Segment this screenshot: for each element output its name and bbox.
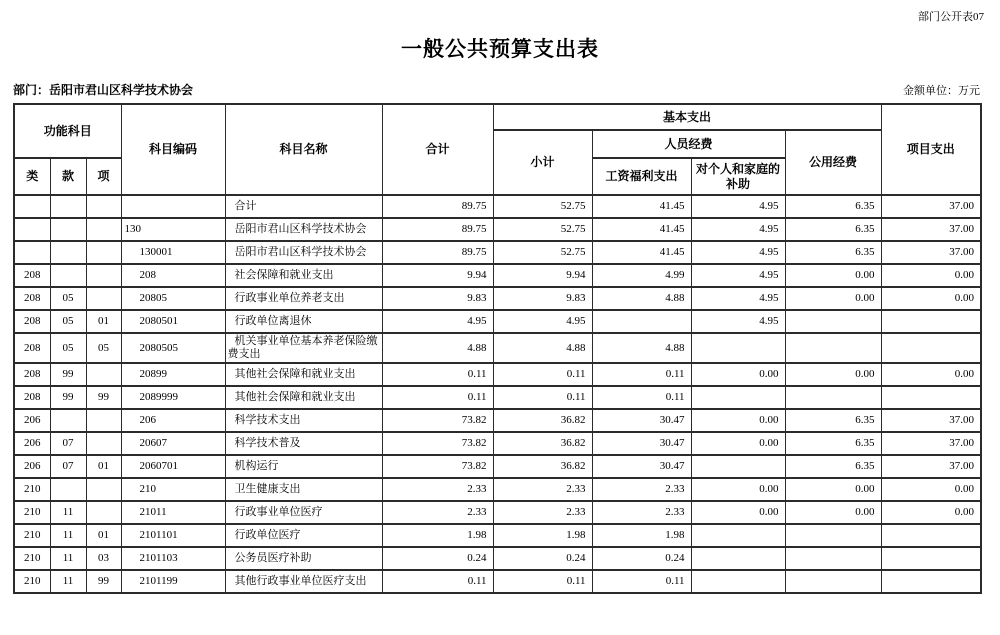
- cell-subtotal: 2.33: [493, 501, 592, 524]
- cell-family-subsidy: 4.95: [691, 241, 785, 264]
- cell-subtotal: 52.75: [493, 218, 592, 241]
- cell-total: 0.11: [382, 570, 493, 593]
- header-section: 款: [50, 158, 86, 195]
- table-row: [14, 432, 981, 455]
- cell-item: [86, 195, 121, 218]
- cell-public-funds: [785, 524, 881, 547]
- cell-subject-name: 机关事业单位基本养老保险缴费支出: [225, 333, 382, 363]
- cell-total: 0.11: [382, 363, 493, 386]
- cell-project-expenditure: 0.00: [881, 363, 981, 386]
- header-basic-expenditure: 基本支出: [493, 104, 881, 130]
- cell-wages-welfare: 2.33: [592, 501, 691, 524]
- cell-family-subsidy: 0.00: [691, 432, 785, 455]
- cell-item: 99: [86, 570, 121, 593]
- cell-subtotal: 9.83: [493, 287, 592, 310]
- cell-subtotal: 0.11: [493, 570, 592, 593]
- cell-family-subsidy: [691, 386, 785, 409]
- cell-subject-name: 其他社会保障和就业支出: [225, 386, 382, 409]
- cell-section: 05: [50, 310, 86, 333]
- cell-class: 210: [14, 501, 50, 524]
- page-title: 一般公共预算支出表: [401, 37, 599, 61]
- cell-subtotal: 1.98: [493, 524, 592, 547]
- cell-class: [14, 195, 50, 218]
- cell-subtotal: 0.11: [493, 386, 592, 409]
- table-header: [14, 104, 981, 195]
- cell-public-funds: [785, 547, 881, 570]
- cell-class: 208: [14, 310, 50, 333]
- table-row: [14, 455, 981, 478]
- cell-subject-name: 科学技术支出: [225, 409, 382, 432]
- cell-project-expenditure: [881, 333, 981, 363]
- cell-total: 4.95: [382, 310, 493, 333]
- cell-item: [86, 287, 121, 310]
- cell-subject-name: 合计: [225, 195, 382, 218]
- cell-project-expenditure: [881, 386, 981, 409]
- cell-total: 9.83: [382, 287, 493, 310]
- header-subject-name: 科目名称: [225, 104, 382, 195]
- cell-subject-code: 210: [121, 478, 225, 501]
- cell-subject-name: 其他社会保障和就业支出: [225, 363, 382, 386]
- cell-wages-welfare: 0.24: [592, 547, 691, 570]
- cell-section: [50, 218, 86, 241]
- cell-family-subsidy: [691, 524, 785, 547]
- cell-subject-name: 行政单位离退休: [225, 310, 382, 333]
- cell-section: [50, 478, 86, 501]
- cell-family-subsidy: 0.00: [691, 478, 785, 501]
- cell-item: [86, 241, 121, 264]
- cell-family-subsidy: 4.95: [691, 218, 785, 241]
- doc-code-label: 部门公开表07: [918, 11, 984, 23]
- cell-section: 99: [50, 386, 86, 409]
- cell-public-funds: 0.00: [785, 363, 881, 386]
- cell-section: 05: [50, 287, 86, 310]
- cell-section: 11: [50, 524, 86, 547]
- cell-item: [86, 501, 121, 524]
- cell-total: 9.94: [382, 264, 493, 287]
- table-row: [14, 241, 981, 264]
- cell-total: 0.11: [382, 386, 493, 409]
- cell-project-expenditure: [881, 310, 981, 333]
- cell-total: 2.33: [382, 478, 493, 501]
- department-label: 部门：岳阳市君山区科学技术协会: [13, 83, 194, 97]
- unit-label: 金额单位：万元: [903, 85, 980, 97]
- cell-item: 03: [86, 547, 121, 570]
- cell-subject-name: 行政单位医疗: [225, 524, 382, 547]
- table-row: [14, 287, 981, 310]
- table-row: [14, 218, 981, 241]
- cell-section: 11: [50, 570, 86, 593]
- cell-item: 01: [86, 310, 121, 333]
- cell-project-expenditure: 37.00: [881, 241, 981, 264]
- cell-subject-name: 岳阳市君山区科学技术协会: [225, 218, 382, 241]
- table-row: [14, 570, 981, 593]
- cell-item: [86, 432, 121, 455]
- cell-public-funds: 0.00: [785, 264, 881, 287]
- cell-section: 11: [50, 547, 86, 570]
- cell-wages-welfare: 30.47: [592, 409, 691, 432]
- cell-wages-welfare: 4.99: [592, 264, 691, 287]
- cell-subject-code: 20607: [121, 432, 225, 455]
- cell-wages-welfare: 4.88: [592, 333, 691, 363]
- header-class: 类: [14, 158, 50, 195]
- cell-wages-welfare: 0.11: [592, 386, 691, 409]
- cell-subject-code: 208: [121, 264, 225, 287]
- cell-item: [86, 478, 121, 501]
- cell-section: 99: [50, 363, 86, 386]
- header-project-expenditure: 项目支出: [881, 104, 981, 195]
- table-row: [14, 310, 981, 333]
- cell-public-funds: [785, 570, 881, 593]
- cell-subject-code: 130001: [121, 241, 225, 264]
- cell-public-funds: 6.35: [785, 409, 881, 432]
- cell-family-subsidy: 4.95: [691, 195, 785, 218]
- cell-item: [86, 218, 121, 241]
- header-item: 项: [86, 158, 121, 195]
- cell-wages-welfare: 41.45: [592, 218, 691, 241]
- cell-wages-welfare: 41.45: [592, 241, 691, 264]
- cell-project-expenditure: [881, 524, 981, 547]
- cell-subject-code: 2089999: [121, 386, 225, 409]
- cell-subtotal: 2.33: [493, 478, 592, 501]
- table-row: [14, 478, 981, 501]
- cell-subject-code: 2101101: [121, 524, 225, 547]
- cell-total: 89.75: [382, 195, 493, 218]
- cell-class: [14, 241, 50, 264]
- header-functional-subject: 功能科目: [14, 104, 121, 158]
- table-row: [14, 195, 981, 218]
- cell-subject-name: 卫生健康支出: [225, 478, 382, 501]
- cell-section: 05: [50, 333, 86, 363]
- cell-class: 210: [14, 547, 50, 570]
- cell-item: 01: [86, 524, 121, 547]
- cell-public-funds: 6.35: [785, 432, 881, 455]
- table-row: [14, 333, 981, 363]
- cell-family-subsidy: 0.00: [691, 501, 785, 524]
- cell-subject-code: 20805: [121, 287, 225, 310]
- cell-project-expenditure: 37.00: [881, 218, 981, 241]
- cell-subject-name: 岳阳市君山区科学技术协会: [225, 241, 382, 264]
- cell-wages-welfare: 41.45: [592, 195, 691, 218]
- cell-project-expenditure: 37.00: [881, 455, 981, 478]
- cell-class: 206: [14, 432, 50, 455]
- cell-project-expenditure: 0.00: [881, 264, 981, 287]
- cell-class: 208: [14, 287, 50, 310]
- cell-public-funds: 6.35: [785, 195, 881, 218]
- cell-wages-welfare: [592, 310, 691, 333]
- cell-class: 206: [14, 409, 50, 432]
- cell-subtotal: 36.82: [493, 409, 592, 432]
- cell-subject-code: 2101103: [121, 547, 225, 570]
- cell-item: 05: [86, 333, 121, 363]
- cell-subtotal: 36.82: [493, 432, 592, 455]
- cell-total: 73.82: [382, 455, 493, 478]
- cell-item: 99: [86, 386, 121, 409]
- cell-subtotal: 9.94: [493, 264, 592, 287]
- cell-project-expenditure: [881, 547, 981, 570]
- cell-subtotal: 0.24: [493, 547, 592, 570]
- cell-project-expenditure: 37.00: [881, 195, 981, 218]
- cell-public-funds: 0.00: [785, 478, 881, 501]
- cell-subtotal: 52.75: [493, 195, 592, 218]
- cell-subtotal: 52.75: [493, 241, 592, 264]
- cell-family-subsidy: 0.00: [691, 363, 785, 386]
- cell-project-expenditure: [881, 570, 981, 593]
- cell-subtotal: 4.88: [493, 333, 592, 363]
- cell-subject-name: 行政事业单位养老支出: [225, 287, 382, 310]
- cell-wages-welfare: 0.11: [592, 570, 691, 593]
- cell-wages-welfare: 30.47: [592, 432, 691, 455]
- header-personnel-funds: 人员经费: [592, 130, 785, 158]
- cell-subject-code: 21011: [121, 501, 225, 524]
- cell-total: 73.82: [382, 432, 493, 455]
- cell-subject-code: [121, 195, 225, 218]
- cell-class: 210: [14, 478, 50, 501]
- cell-class: 208: [14, 386, 50, 409]
- cell-section: [50, 264, 86, 287]
- cell-section: 07: [50, 432, 86, 455]
- cell-subject-name: 社会保障和就业支出: [225, 264, 382, 287]
- cell-public-funds: 6.35: [785, 218, 881, 241]
- cell-project-expenditure: 37.00: [881, 432, 981, 455]
- header-public-funds: 公用经费: [785, 130, 881, 195]
- meta-row: [13, 81, 980, 98]
- header-family-subsidy: 对个人和家庭的补助: [691, 158, 785, 195]
- cell-total: 2.33: [382, 501, 493, 524]
- header-total: 合计: [382, 104, 493, 195]
- cell-public-funds: [785, 333, 881, 363]
- cell-family-subsidy: 0.00: [691, 409, 785, 432]
- table-row: [14, 386, 981, 409]
- cell-subject-name: 科学技术普及: [225, 432, 382, 455]
- table-row: [14, 547, 981, 570]
- table-row: [14, 524, 981, 547]
- cell-item: [86, 363, 121, 386]
- cell-class: 208: [14, 264, 50, 287]
- cell-subject-code: 2101199: [121, 570, 225, 593]
- cell-subject-name: 其他行政事业单位医疗支出: [225, 570, 382, 593]
- cell-class: 210: [14, 524, 50, 547]
- cell-family-subsidy: 4.95: [691, 264, 785, 287]
- cell-wages-welfare: 30.47: [592, 455, 691, 478]
- table-row: [14, 409, 981, 432]
- cell-class: [14, 218, 50, 241]
- cell-family-subsidy: [691, 455, 785, 478]
- cell-wages-welfare: 4.88: [592, 287, 691, 310]
- cell-class: 210: [14, 570, 50, 593]
- table-body: [14, 195, 981, 593]
- cell-total: 1.98: [382, 524, 493, 547]
- cell-subject-code: 130: [121, 218, 225, 241]
- cell-wages-welfare: 1.98: [592, 524, 691, 547]
- cell-item: [86, 409, 121, 432]
- cell-subject-code: 20899: [121, 363, 225, 386]
- cell-family-subsidy: [691, 333, 785, 363]
- cell-item: [86, 264, 121, 287]
- header-wages-welfare: 工资福利支出: [592, 158, 691, 195]
- cell-subject-name: 机构运行: [225, 455, 382, 478]
- cell-project-expenditure: 0.00: [881, 478, 981, 501]
- cell-section: 11: [50, 501, 86, 524]
- cell-class: 208: [14, 333, 50, 363]
- cell-section: [50, 241, 86, 264]
- cell-total: 4.88: [382, 333, 493, 363]
- cell-family-subsidy: [691, 547, 785, 570]
- cell-public-funds: [785, 386, 881, 409]
- cell-family-subsidy: 4.95: [691, 310, 785, 333]
- table-row: [14, 501, 981, 524]
- cell-section: 07: [50, 455, 86, 478]
- table-row: [14, 363, 981, 386]
- cell-section: [50, 195, 86, 218]
- header-subtotal: 小计: [493, 130, 592, 195]
- cell-subject-code: 2080501: [121, 310, 225, 333]
- budget-table: [13, 103, 982, 594]
- header-subject-code: 科目编码: [121, 104, 225, 195]
- cell-subject-code: 206: [121, 409, 225, 432]
- cell-public-funds: [785, 310, 881, 333]
- cell-total: 89.75: [382, 241, 493, 264]
- table-row: [14, 264, 981, 287]
- cell-project-expenditure: 0.00: [881, 501, 981, 524]
- cell-public-funds: 6.35: [785, 241, 881, 264]
- cell-public-funds: 0.00: [785, 287, 881, 310]
- cell-wages-welfare: 0.11: [592, 363, 691, 386]
- cell-wages-welfare: 2.33: [592, 478, 691, 501]
- cell-subtotal: 36.82: [493, 455, 592, 478]
- cell-family-subsidy: [691, 570, 785, 593]
- cell-subject-code: 2060701: [121, 455, 225, 478]
- cell-subject-code: 2080505: [121, 333, 225, 363]
- cell-subtotal: 4.95: [493, 310, 592, 333]
- cell-item: 01: [86, 455, 121, 478]
- cell-total: 0.24: [382, 547, 493, 570]
- cell-subject-name: 公务员医疗补助: [225, 547, 382, 570]
- cell-subtotal: 0.11: [493, 363, 592, 386]
- cell-project-expenditure: 37.00: [881, 409, 981, 432]
- cell-project-expenditure: 0.00: [881, 287, 981, 310]
- cell-class: 206: [14, 455, 50, 478]
- cell-public-funds: 0.00: [785, 501, 881, 524]
- cell-public-funds: 6.35: [785, 455, 881, 478]
- cell-total: 89.75: [382, 218, 493, 241]
- cell-total: 73.82: [382, 409, 493, 432]
- cell-family-subsidy: 4.95: [691, 287, 785, 310]
- cell-section: [50, 409, 86, 432]
- cell-subject-name: 行政事业单位医疗: [225, 501, 382, 524]
- cell-class: 208: [14, 363, 50, 386]
